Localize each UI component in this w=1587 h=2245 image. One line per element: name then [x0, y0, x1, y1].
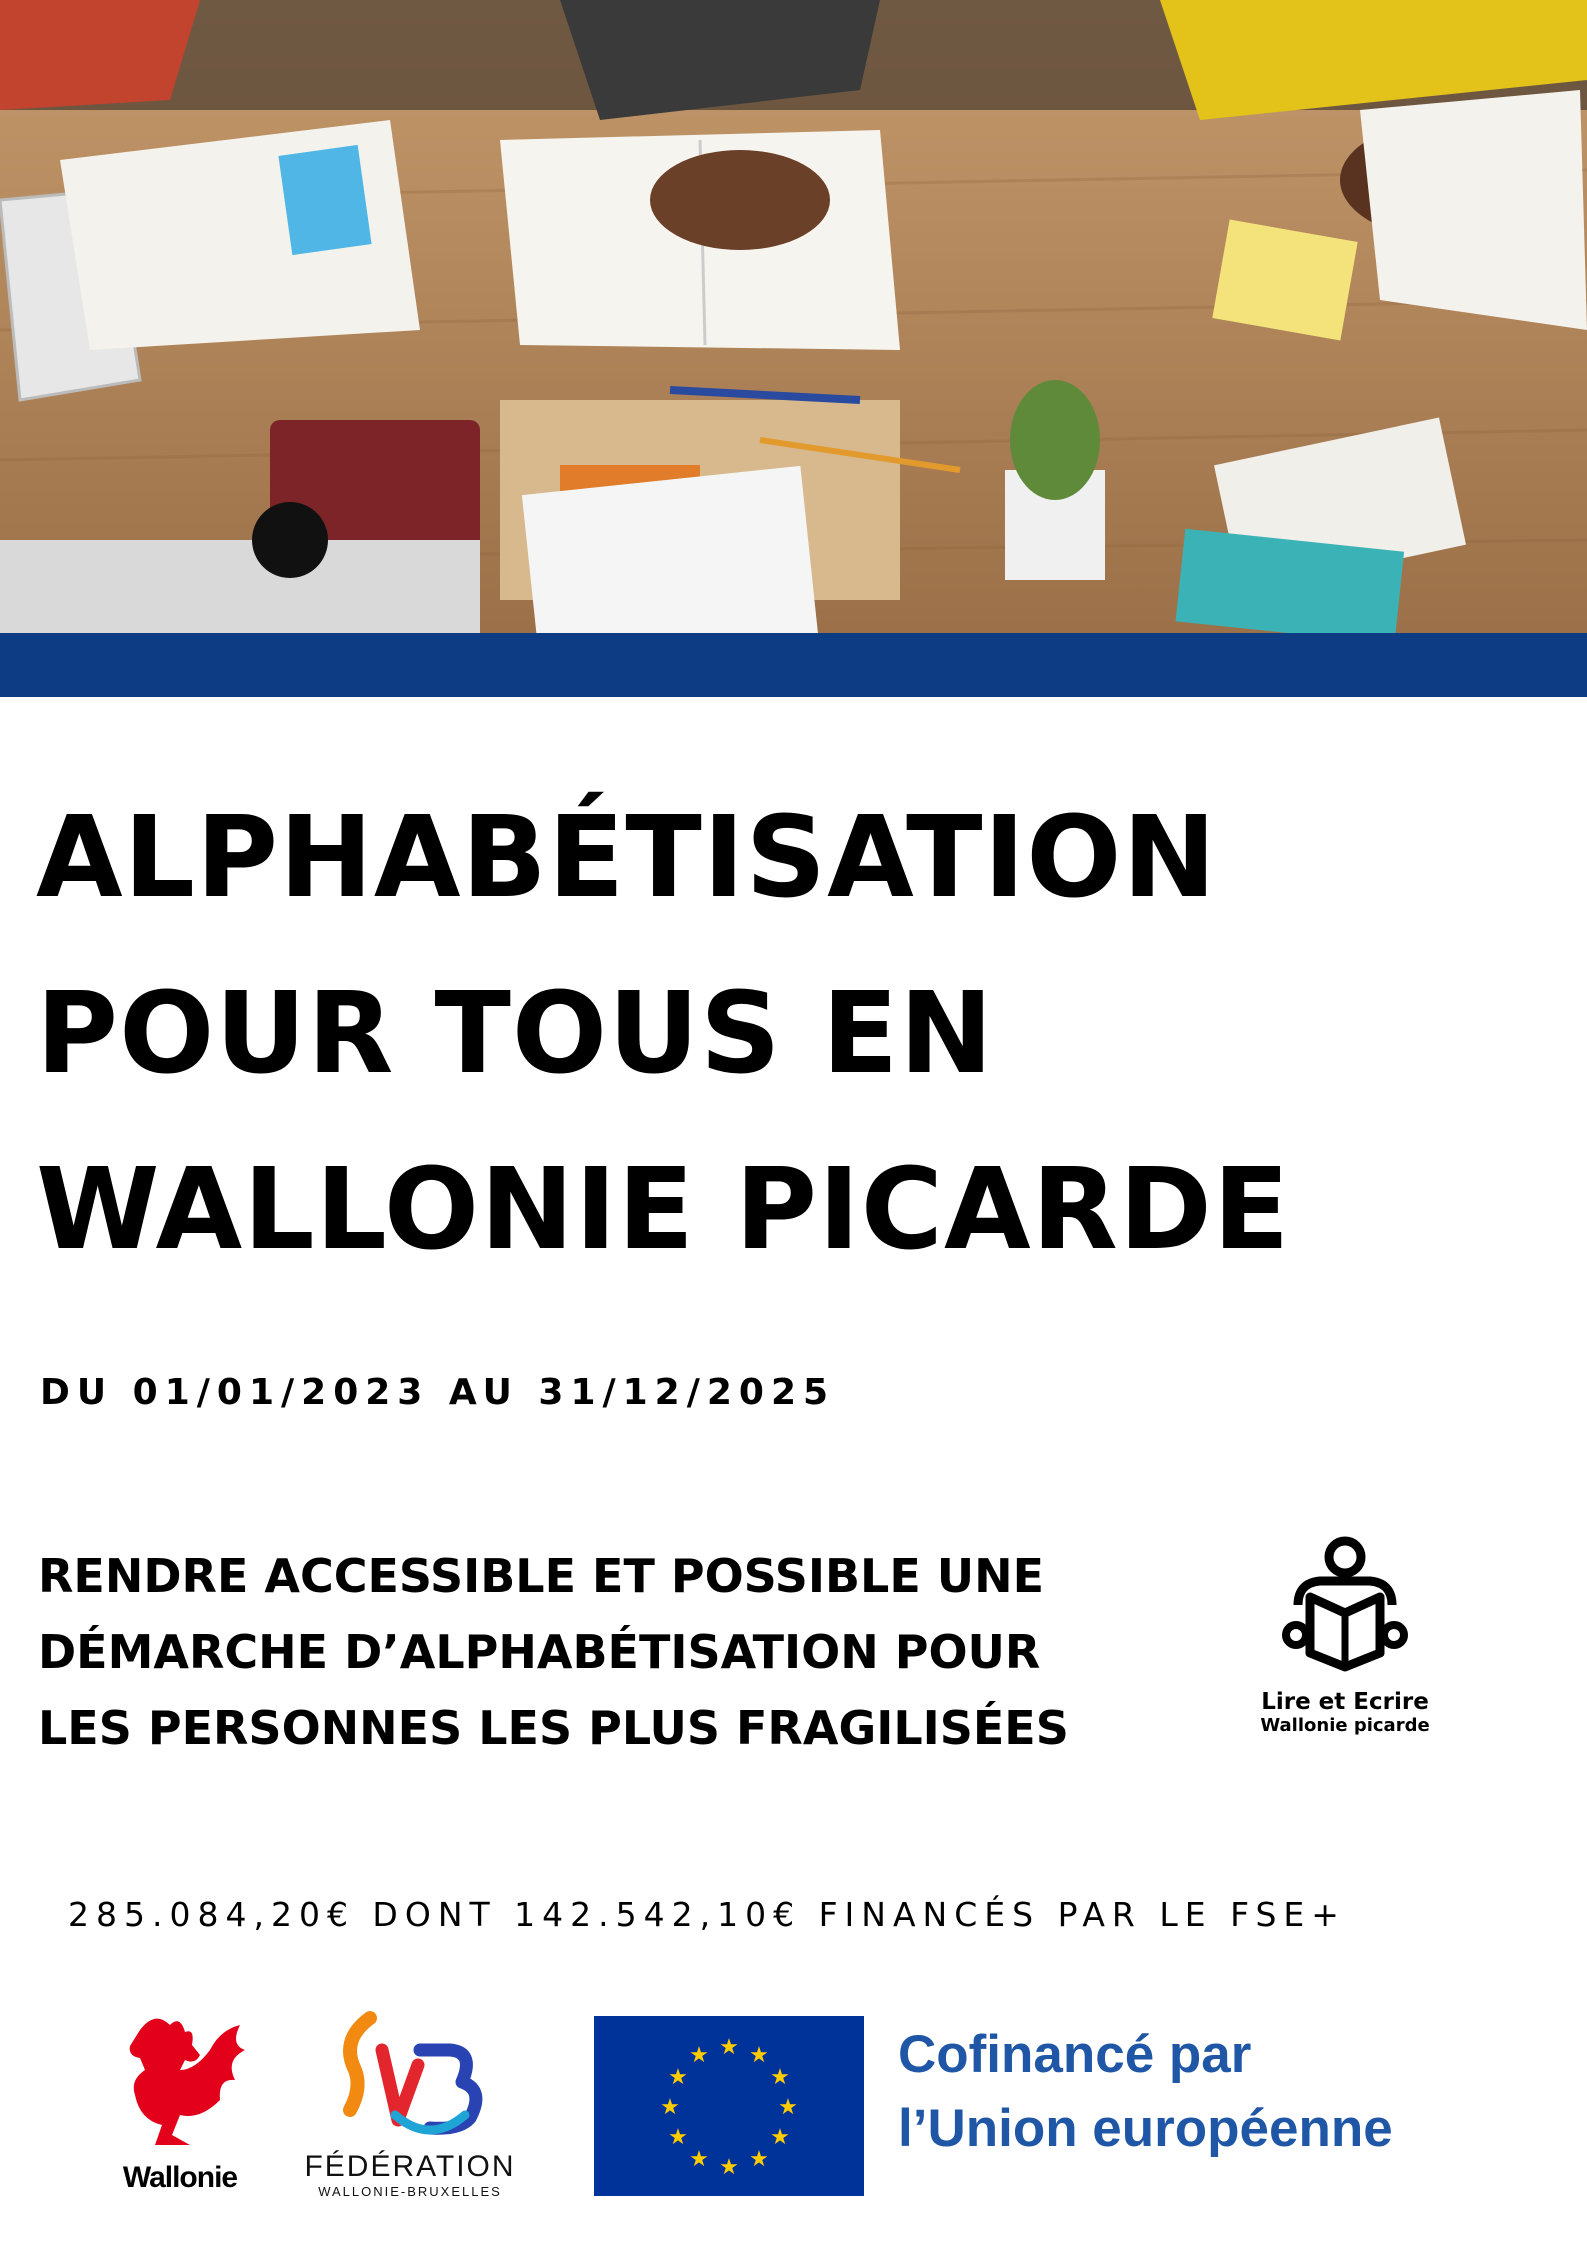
header-photo — [0, 0, 1587, 633]
title-line-2: POUR TOUS EN — [36, 969, 994, 1099]
lee-logo-subtitle: Wallonie picarde — [1260, 1715, 1430, 1736]
svg-text:★: ★ — [689, 2147, 709, 2172]
svg-text:★: ★ — [719, 2035, 739, 2060]
title-line-1: ALPHABÉTISATION — [36, 793, 1218, 923]
mission-line-2: DÉMARCHE D’ALPHABÉTISATION POUR — [38, 1625, 1041, 1679]
svg-text:★: ★ — [749, 2147, 769, 2172]
svg-text:★: ★ — [719, 2155, 739, 2180]
page-title — [36, 770, 1536, 1298]
fwb-name: FÉDÉRATION — [304, 2150, 516, 2183]
fwb-logo — [300, 2010, 520, 2199]
funding-statement: 285.084,20€ DONT 142.542,10€ FINANCÉS PAR LE FSE+ — [68, 1895, 1346, 1934]
eu-line-2: l’Union européenne — [898, 2099, 1393, 2158]
partner-logos — [0, 2000, 1587, 2200]
lire-et-ecrire-logo — [1245, 1535, 1445, 1750]
svg-text:★: ★ — [689, 2043, 709, 2068]
fwb-subtitle: WALLONIE-BRUXELLES — [318, 2184, 502, 2199]
mission-line-3: LES PERSONNES LES PLUS FRAGILISÉES — [38, 1701, 1069, 1755]
svg-text:★: ★ — [668, 2065, 688, 2090]
eu-line-1: Cofinancé par — [898, 2025, 1252, 2084]
svg-text:★: ★ — [660, 2095, 680, 2120]
svg-text:★: ★ — [770, 2065, 790, 2090]
svg-text:★: ★ — [668, 2125, 688, 2150]
eu-flag-icon — [594, 2016, 864, 2196]
mission-statement — [38, 1538, 1218, 1766]
fwb-symbol-icon — [300, 2010, 520, 2145]
svg-text:★: ★ — [778, 2095, 798, 2120]
rooster-icon — [100, 2010, 260, 2155]
title-line-3: WALLONIE PICARDE — [36, 1145, 1291, 1275]
svg-text:★: ★ — [749, 2043, 769, 2068]
classroom-table-photo — [0, 0, 1587, 633]
wallonie-label: Wallonie — [122, 2161, 238, 2194]
svg-text:★: ★ — [770, 2125, 790, 2150]
wallonie-logo — [100, 2010, 260, 2195]
lee-logo-name: Lire et Ecrire — [1261, 1689, 1429, 1715]
eu-cofunding-text — [898, 2018, 1393, 2166]
project-dates: DU 01/01/2023 AU 31/12/2025 — [40, 1372, 836, 1413]
mission-line-1: RENDRE ACCESSIBLE ET POSSIBLE UNE — [38, 1549, 1045, 1603]
header-blue-band — [0, 633, 1587, 697]
reader-with-book-icon — [1280, 1535, 1410, 1685]
